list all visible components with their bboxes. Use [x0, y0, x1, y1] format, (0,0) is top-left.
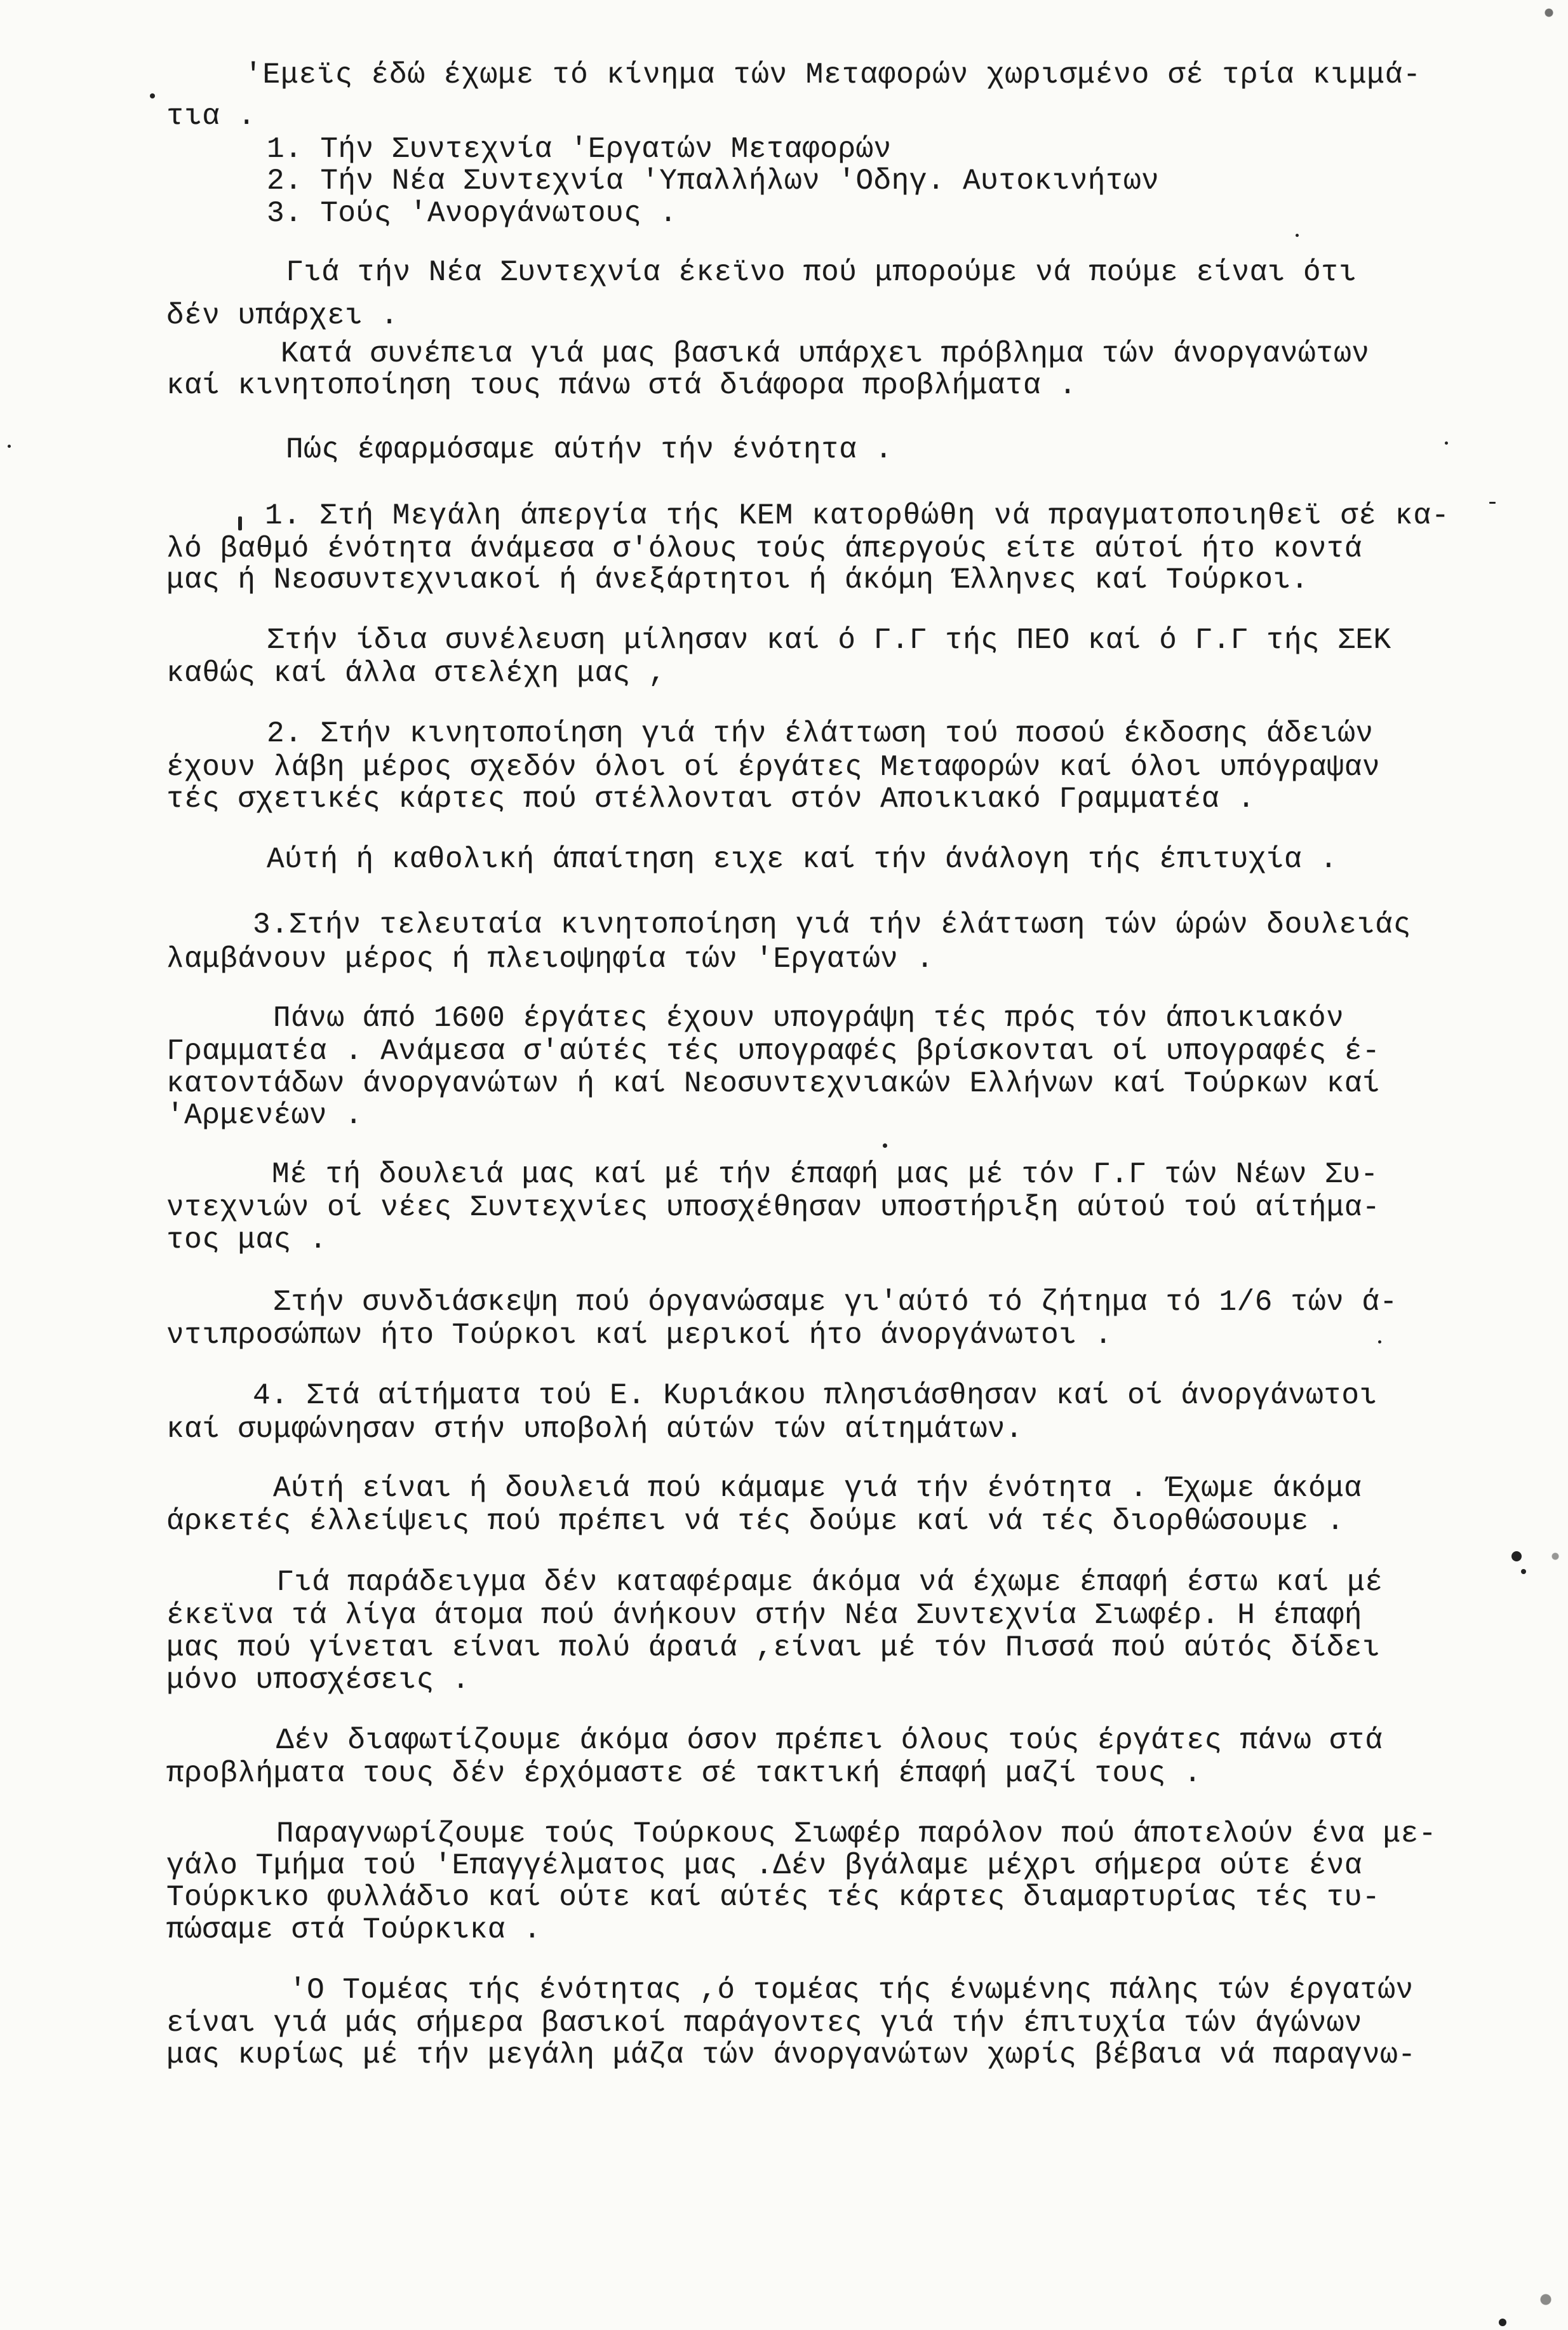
text-line: κατοντάδων άνοργανώτων ή καί Νεοσυντεχνιακών Ελλήνων καί Τούρκων καί: [166, 1067, 1381, 1100]
scan-speck: [150, 93, 155, 98]
text-line: 'Εμεϊς έδώ έχωμε τό κίνημα τών Μεταφορών χωρισμένο σέ τρία κιμμά-: [245, 58, 1421, 91]
text-line: καθώς καί άλλα στελέχη μας ,: [166, 657, 666, 690]
text-line: γάλο Τμήμα τού 'Επαγγέλματος μας .Δέν βγάλαμε μέχρι σήμερα ούτε ένα: [166, 1849, 1363, 1882]
text-line: τος μας .: [166, 1223, 327, 1256]
text-line: μας κυρίως μέ τήν μεγάλη μάζα τών άνοργανώτων χωρίς βέβαια νά παραγνω-: [166, 2038, 1416, 2071]
scan-speck: [1445, 441, 1448, 445]
text-line: 1. Στή Μεγάλη άπεργία τής ΚΕΜ κατορθώθη νά πραγματοποιηθεϊ σέ κα-: [265, 499, 1450, 532]
text-line: ντιπροσώπων ήτο Τούρκοι καί μερικοί ήτο άνοργάνωτοι .: [166, 1319, 1113, 1352]
scan-speck: [1296, 234, 1299, 237]
text-line: Παραγνωρίζουμε τούς Τούρκους Σιωφέρ παρόλον πού άποτελούν ένα με-: [276, 1817, 1437, 1850]
text-line: καί συμφώνησαν στήν υποβολή αύτών τών αίτημάτων.: [166, 1413, 1024, 1446]
scan-speck: [1489, 502, 1496, 504]
scan-speck: [883, 1143, 887, 1148]
text-line: προβλήματα τους δέν έρχόμαστε σέ τακτική έπαφή μαζί τους .: [166, 1757, 1202, 1790]
scan-speck: [1521, 1569, 1526, 1574]
text-line: μόνο υποσχέσεις .: [166, 1664, 470, 1697]
scan-speck: [1511, 1551, 1522, 1561]
text-line: Μέ τή δουλειά μας καί μέ τήν έπαφή μας μέ τόν Γ.Γ τών Νέων Συ-: [272, 1158, 1379, 1191]
text-line: μας πού γίνεται είναι πολύ άραιά ,είναι μέ τόν Πισσά πού αύτός δίδει: [166, 1631, 1381, 1664]
scan-speck: [1499, 2319, 1506, 2326]
text-line: 'Αρμενέων .: [166, 1099, 363, 1132]
text-line: πώσαμε στά Τούρκικα .: [166, 1913, 542, 1946]
text-line: είναι γιά μάς σήμερα βασικοί παράγοντες γιά τήν έπιτυχία τών άγώνων: [166, 2007, 1363, 2040]
text-line: Στήν συνδιάσκεψη πού όργανώσαμε γι'αύτό τό ζήτημα τό 1/6 τών ά-: [273, 1286, 1398, 1319]
text-line: Αύτή είναι ή δουλειά πού κάμαμε γιά τήν ένότητα . Έχωμε άκόμα: [273, 1472, 1362, 1505]
text-line: δέν υπάρχει .: [166, 299, 399, 332]
text-line: λαμβάνουν μέρος ή πλειοψηφία τών 'Εργατών .: [166, 943, 934, 976]
scan-speck: [1378, 1340, 1381, 1343]
text-line: μας ή Νεοσυντεχνιακοί ή άνεξάρτητοι ή άκόμη Έλληνες καί Τούρκοι.: [166, 563, 1309, 596]
text-line: 3.Στήν τελευταία κινητοποίηση γιά τήν έλάττωση τών ώρών δουλειάς: [253, 908, 1412, 941]
text-line: Στήν ίδια συνέλευση μίλησαν καί ό Γ.Γ τής ΠΕΟ καί ό Γ.Γ τής ΣΕΚ: [267, 624, 1391, 657]
text-line: 'Ο Τομέας τής ένότητας ,ό τομέας τής ένωμένης πάλης τών έργατών: [289, 1974, 1414, 2007]
text-line: έκεϊνα τά λίγα άτομα πού άνήκουν στήν Νέα Συντεχνία Σιωφέρ. Η έπαφή: [166, 1599, 1363, 1632]
text-line: τές σχετικές κάρτες πού στέλλονται στόν Αποικιακό Γραμματέα .: [166, 783, 1256, 816]
text-line: Πάνω άπό 1600 έργάτες έχουν υπογράψη τές πρός τόν άποικιακόν: [273, 1002, 1344, 1035]
text-line: Τούρκικο φυλλάδιο καί ούτε καί αύτές τές κάρτες διαμαρτυρίας τές τυ-: [166, 1881, 1381, 1914]
text-line: Πώς έφαρμόσαμε αύτήν τήν ένότητα .: [286, 433, 893, 466]
text-line: ντεχνιών οί νέες Συντεχνίες υποσχέθησαν υποστήριξη αύτού τού αίτήμα-: [166, 1191, 1381, 1224]
text-line: 3. Τούς 'Ανοργάνωτους .: [267, 197, 678, 230]
text-line: 2. Στήν κινητοποίηση γιά τήν έλάττωση τού ποσού έκδοσης άδειών: [267, 717, 1374, 750]
scan-speck: [238, 516, 242, 530]
text-line: λό βαθμό ένότητα άνάμεσα σ'όλους τούς άπεργούς είτε αύτοί ήτο κοντά: [166, 532, 1363, 565]
scan-edge-noise: [1530, 0, 1568, 2330]
text-line: 1. Τήν Συντεχνία 'Εργατών Μεταφορών: [267, 133, 892, 166]
text-line: Γιά τήν Νέα Συντεχνία έκεϊνο πού μπορούμε νά πούμε είναι ότι: [286, 256, 1357, 289]
scan-speck: [8, 445, 11, 448]
text-line: έχουν λάβη μέρος σχεδόν όλοι οί έργάτες Μεταφορών καί όλοι υπόγραψαν: [166, 751, 1381, 784]
text-line: άρκετές έλλείψεις πού πρέπει νά τές δούμε καί νά τές διορθώσουμε .: [166, 1505, 1344, 1538]
text-line: Γραμματέα . Ανάμεσα σ'αύτές τές υπογραφές βρίσκονται οί υπογραφές έ-: [166, 1035, 1381, 1068]
text-line: τια .: [166, 100, 256, 133]
text-line: 4. Στά αίτήματα τού Ε. Κυριάκου πλησιάσθησαν καί οί άνοργάνωτοι: [253, 1379, 1377, 1412]
text-line: Δέν διαφωτίζουμε άκόμα όσον πρέπει όλους τούς έργάτες πάνω στά: [276, 1724, 1383, 1757]
text-line: Αύτή ή καθολική άπαίτηση ειχε καί τήν άνάλογη τής έπιτυχία .: [267, 843, 1338, 876]
text-line: καί κινητοποίηση τους πάνω στά διάφορα προβλήματα .: [166, 369, 1077, 402]
text-line: Κατά συνέπεια γιά μας βασικά υπάρχει πρόβλημα τών άνοργανώτων: [281, 337, 1370, 370]
text-line: Γιά παράδειγμα δέν καταφέραμε άκόμα νά έχωμε έπαφή έστω καί μέ: [276, 1566, 1383, 1599]
text-line: 2. Τήν Νέα Συντεχνία 'Υπαλλήλων 'Οδηγ. Αυτοκινήτων: [267, 165, 1160, 198]
